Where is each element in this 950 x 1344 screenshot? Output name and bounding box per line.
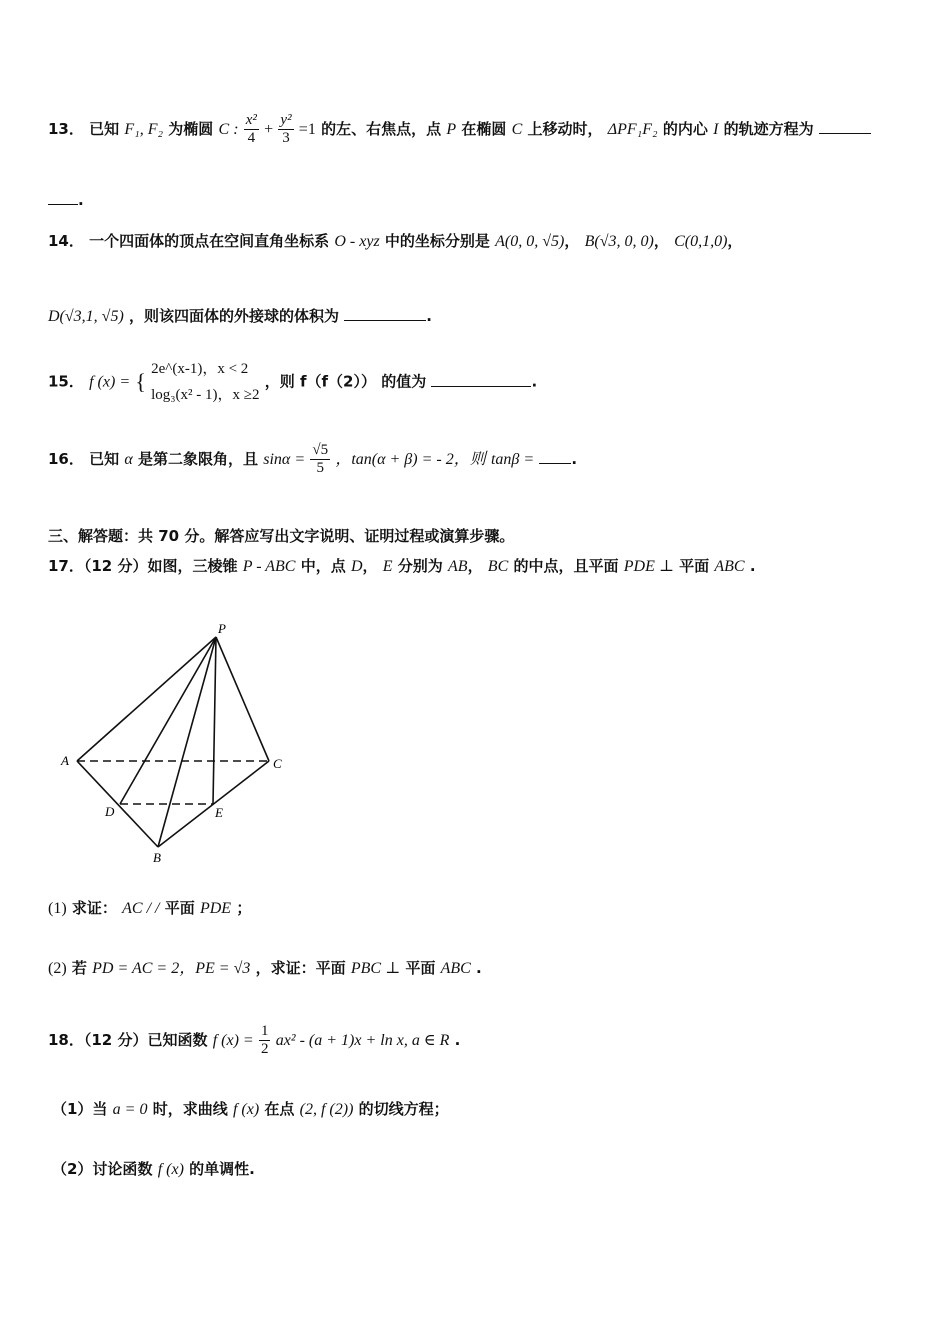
question-15: 15． f (x) = { 2e^(x-1)，x < 2 log₃(x² - 1)，x ≥2 ，则 f（f（2）） 的值为 . — [48, 356, 537, 408]
edge-pd — [120, 637, 216, 804]
edge-ab — [77, 761, 158, 847]
math-triangle: ΔPF₁F₂ — [607, 121, 658, 138]
question-number: 17．（12 分）如图，三棱锥 — [48, 557, 238, 575]
answer-blank[interactable] — [431, 372, 531, 387]
edge-pb — [158, 637, 216, 847]
text-ff2: f（f（2）） — [300, 372, 376, 391]
question-13-cont: . — [48, 190, 84, 209]
label-e: E — [215, 805, 223, 820]
math-c: C : — [218, 121, 239, 138]
math-point-a: A(0, 0, √5) — [495, 233, 565, 250]
question-number: 16． — [48, 450, 84, 468]
math-point-c: C(0,1,0) — [674, 233, 728, 250]
question-17: 17．（12 分）如图，三棱锥 P - ABC 中，点 D， E 分别为 AB， BC 的中点，且平面 PDE ⊥ 平面 ABC . — [48, 557, 756, 575]
math-coord-system: O - xyz — [334, 233, 380, 250]
math-pabc: P - ABC — [242, 558, 296, 575]
text: ，则该四面体的外接球的体积为 — [129, 307, 340, 325]
math-p: P — [446, 121, 457, 138]
text: 已知 — [89, 120, 120, 138]
text: 在椭圆 — [461, 120, 507, 138]
question-13 — [48, 112, 871, 147]
question-18-part2: （2）讨论函数 f (x) 的单调性. — [52, 1160, 255, 1178]
label-b: B — [153, 850, 161, 865]
math-sin: sinα = — [263, 451, 306, 468]
text: 上移动时， — [527, 120, 603, 138]
math-fx: f (x) = — [89, 373, 131, 391]
text: ，则 — [264, 372, 295, 391]
text: 中的坐标分别是 — [384, 232, 490, 250]
text: 为椭圆 — [168, 120, 214, 138]
math-foci: F₁, F₂ — [124, 121, 164, 138]
answer-blank[interactable] — [48, 190, 78, 205]
piecewise-cases: 2e^(x-1)，x < 2 log₃(x² - 1)，x ≥2 — [151, 361, 260, 403]
left-brace: { — [135, 369, 146, 394]
plus: + — [264, 121, 274, 138]
text: 的轨迹方程为 — [723, 120, 814, 138]
math-tan: ，tan(α + β) = - 2，则 — [335, 451, 486, 468]
question-number: 15． — [48, 372, 84, 391]
question-14-cont: D(√3,1, √5) ，则该四面体的外接球的体积为 . — [48, 307, 432, 325]
label-a: A — [61, 753, 69, 768]
edge-pa — [77, 637, 216, 761]
fraction-y2-3: $\frac{\text{y²}}{3}$ — [280, 112, 292, 146]
equals-one: =1 — [298, 121, 316, 138]
math-point-b: B(√3, 0, 0) — [584, 233, 654, 250]
label-d: D — [105, 804, 115, 819]
math-i: I — [713, 121, 719, 138]
text: 一个四面体的顶点在空间直角坐标系 — [89, 232, 330, 250]
question-17-part1: (1) 求证： AC / / 平面 PDE ； — [48, 899, 252, 917]
fraction-x2-4: $\frac{\text{x²}}{4}$ — [245, 112, 257, 146]
question-14: 14． 一个四面体的顶点在空间直角坐标系 O - xyz 中的坐标分别是 A(0, 0, √5)， B(√3, 0, 0)， C(0,1,0)， — [48, 232, 743, 250]
label-p: P — [218, 621, 226, 636]
text: 的左、右焦点，点 — [321, 120, 442, 138]
label-c: C — [273, 756, 282, 771]
edge-pe — [213, 637, 216, 804]
math-c: C — [511, 121, 523, 138]
answer-blank[interactable] — [344, 306, 426, 321]
question-number: 18．（12 分）已知函数 — [48, 1031, 208, 1049]
edge-pc — [216, 637, 269, 761]
question-number: 13． — [48, 120, 84, 138]
pyramid-figure — [55, 615, 305, 870]
answer-blank[interactable] — [819, 119, 871, 134]
fraction-half: $\frac{1}{2}$ — [260, 1023, 269, 1057]
answer-blank[interactable] — [539, 449, 571, 464]
text: 的内心 — [662, 120, 708, 138]
question-18: 18．（12 分）已知函数 f (x) = $\frac{1}{2}$ ax² - (a + 1)x + ln x, a ∈ R . — [48, 1023, 461, 1057]
question-17-part2: (2) 若 PD = AC = 2，PE = √3 ，求证：平面 PBC ⊥ 平面 ABC . — [48, 959, 482, 977]
question-18-part1: （1）当 a = 0 时，求曲线 f (x) 在点 (2, f (2)) 的切线方程； — [52, 1100, 449, 1118]
fraction-sqrt5-5: $\frac{√5}{5}$ — [312, 442, 329, 476]
question-number: 14． — [48, 232, 84, 250]
text: 已知 — [89, 450, 120, 468]
question-16: 16． 已知 α 是第二象限角，且 sinα = $\frac{√5}{5}$ ，tan(α + β) = - 2，则 tanβ = . — [48, 442, 578, 476]
text: 是第二象限角，且 — [138, 450, 259, 468]
section-heading: 三、解答题：共 70 分。解答应写出文字说明、证明过程或演算步骤。 — [48, 527, 515, 545]
text: 的值为 — [381, 372, 427, 391]
math-tanb: tanβ = — [490, 451, 535, 468]
math-alpha: α — [124, 451, 133, 468]
math-point-d: D(√3,1, √5) — [48, 308, 124, 325]
